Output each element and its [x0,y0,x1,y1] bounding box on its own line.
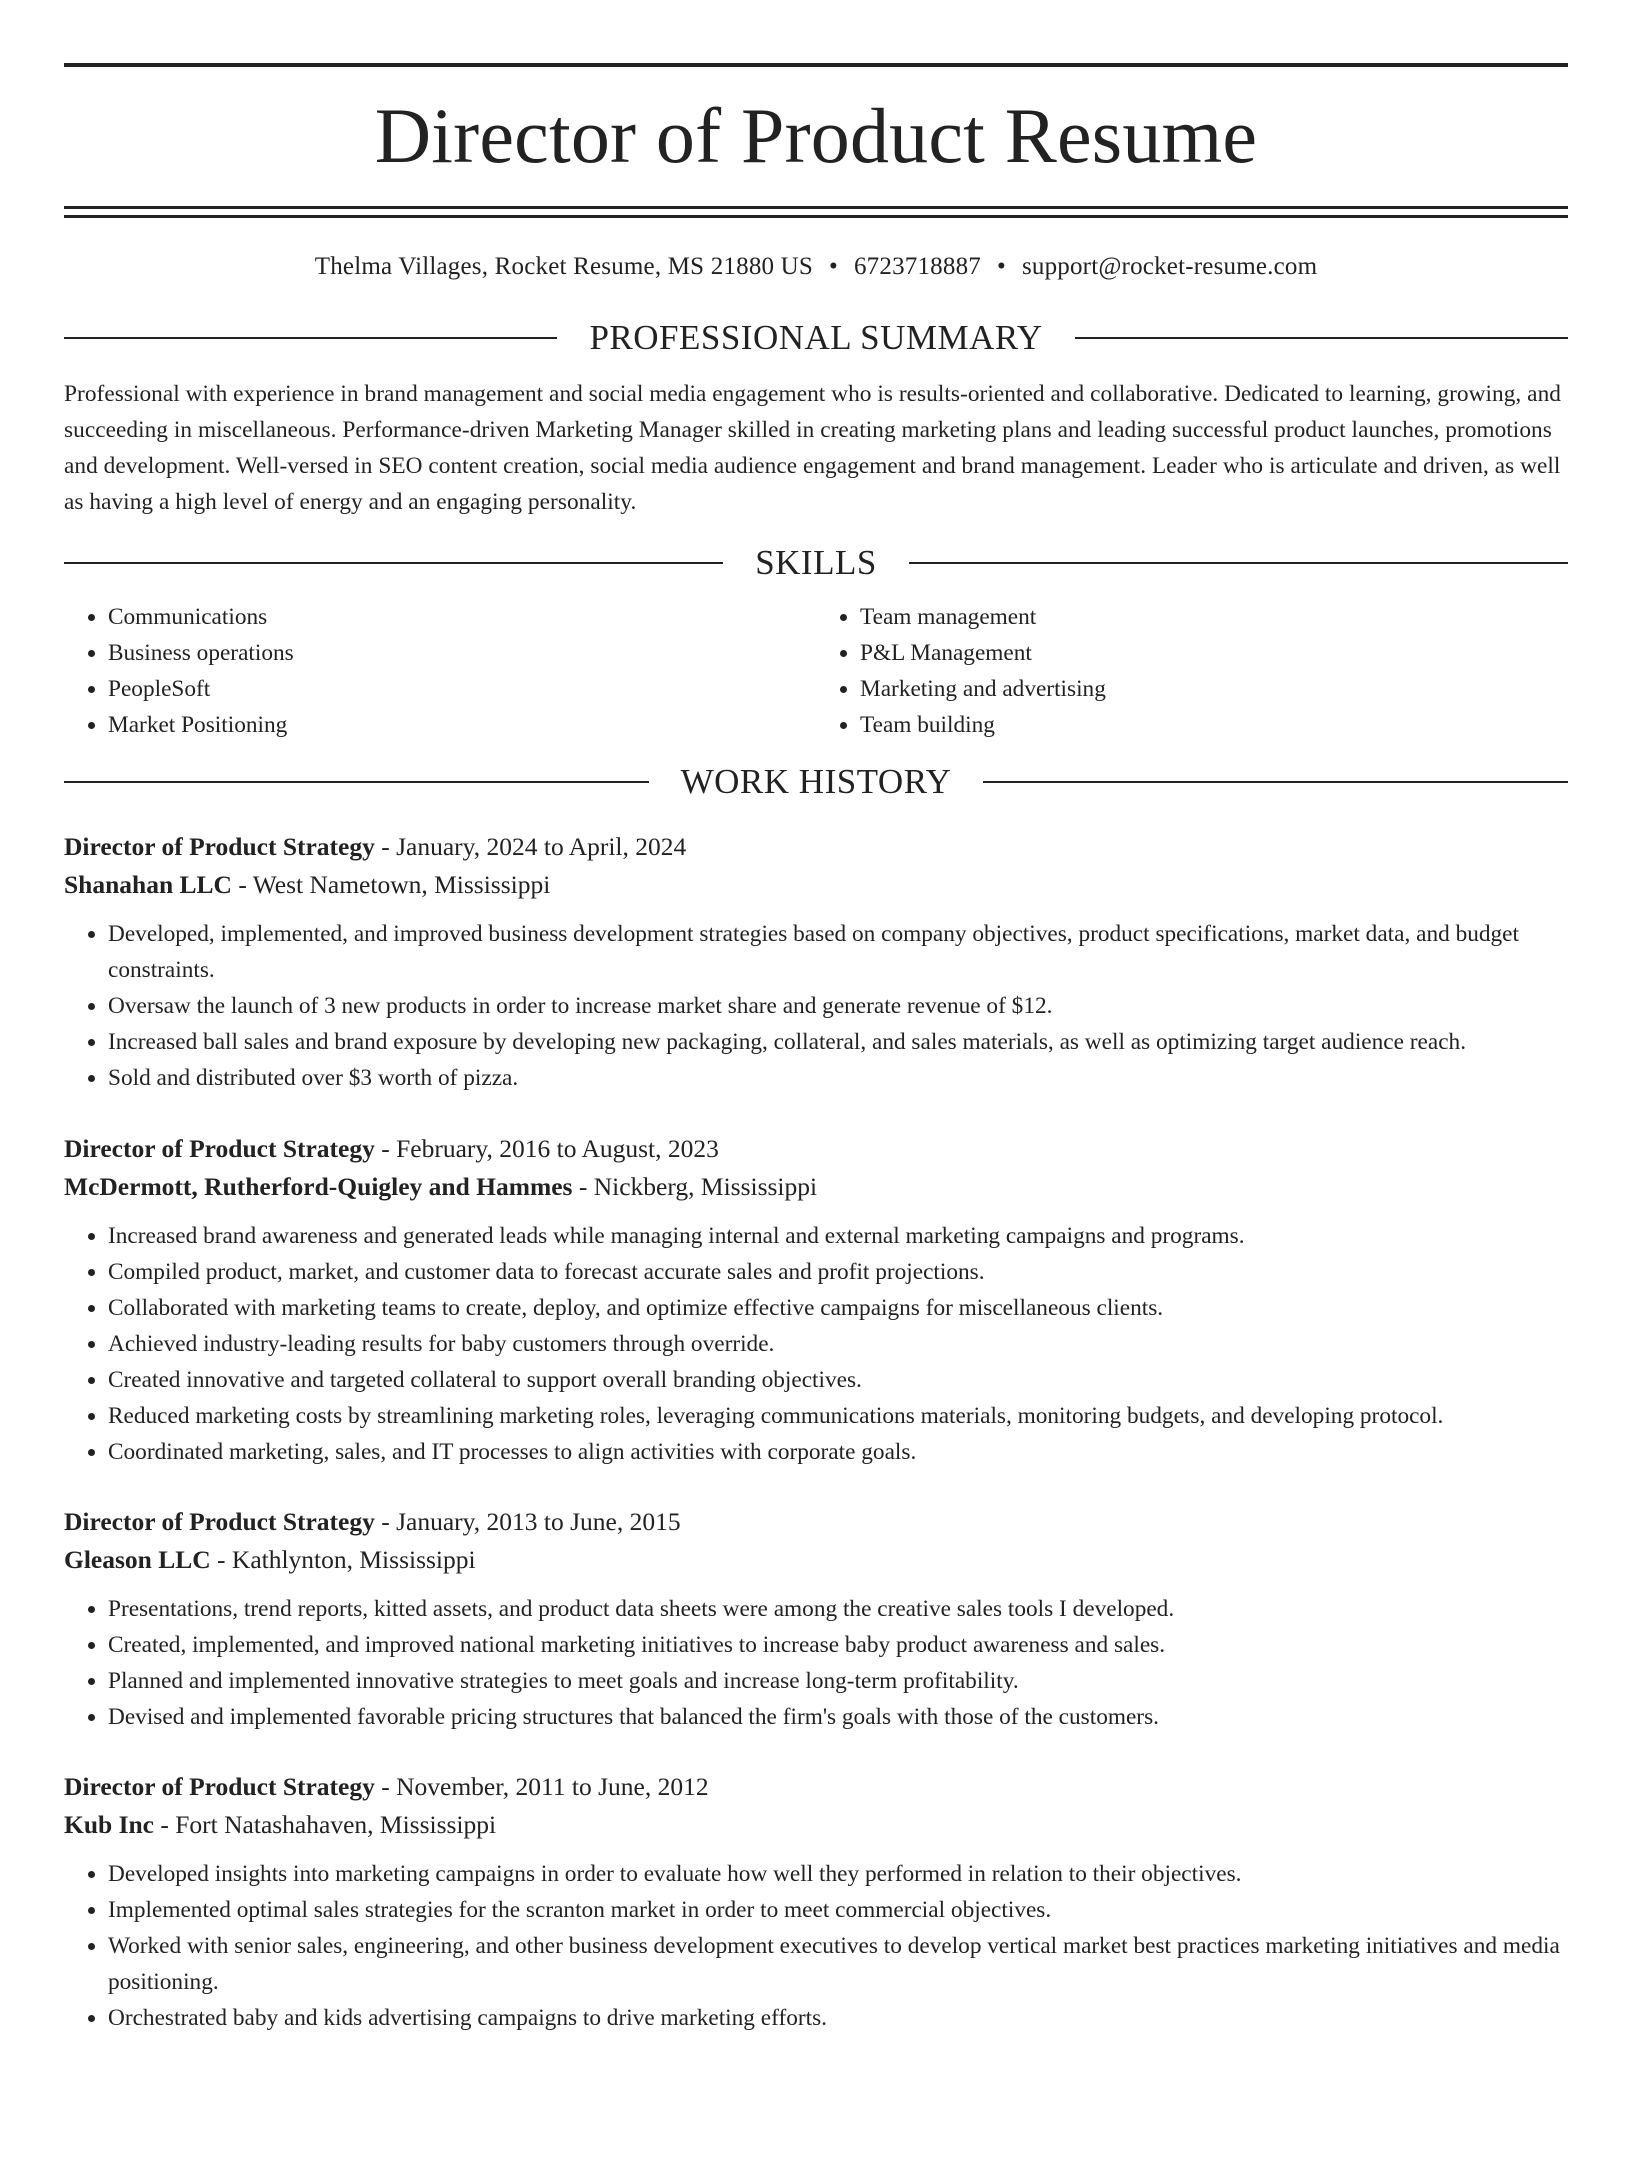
job-bullets [64,1591,1568,1735]
job-title-line [64,1130,1568,1168]
job-entry [64,1503,1568,1735]
job-title-line [64,1503,1568,1541]
job-company: Shanahan LLC [64,870,232,899]
contact-separator: • [996,253,1006,280]
job-title-line [64,828,1568,866]
job-bullet: • Presentations, trend reports, kitted assets, and product data sheets were among the creative sales tools I developed. [108,1591,1568,1627]
job-company-line [64,866,1568,904]
work-section-heading [64,762,1568,802]
job-dates: - November, 2011 to June, 2012 [374,1772,709,1801]
job-dates: - January, 2013 to June, 2015 [374,1507,681,1536]
job-title-line [64,1768,1568,1806]
job-dates: - February, 2016 to August, 2023 [374,1134,719,1163]
job-bullet: • Orchestrated baby and kids advertising campaigns to drive marketing efforts. [108,2000,1568,2036]
top-rule [64,63,1568,67]
resume-page [0,63,1632,2175]
job-location: - Nickberg, Mississippi [572,1172,818,1201]
skill-item: • Business operations [108,635,816,671]
heading-rule-right [983,781,1568,783]
job-company-line [64,1168,1568,1206]
contact-line [64,252,1568,282]
heading-rule-left [64,337,557,339]
job-bullet: • Compiled product, market, and customer data to forecast accurate sales and profit projections. [108,1254,1568,1290]
resume-title: Director of Product Resume [374,92,1258,179]
job-entry [64,828,1568,1096]
job-company-line [64,1806,1568,1844]
skill-item: • Communications [108,599,816,635]
heading-rule-left [64,781,649,783]
skills-heading: SKILLS [755,543,877,582]
job-bullet: • Worked with senior sales, engineering, and other business development executives to develop vertical market best practices marketing initiatives and media positioning. [108,1928,1568,2000]
job-bullet: • Implemented optimal sales strategies for the scranton market in order to meet commercial objectives. [108,1892,1568,1928]
heading-rule-left [64,562,723,564]
job-bullet: • Increased ball sales and brand exposure by developing new packaging, collateral, and sales materials, as well as optimizing target audience reach. [108,1024,1568,1060]
skill-item: • Team building [860,707,1568,743]
job-bullet: • Reduced marketing costs by streamlining marketing roles, leveraging communications materials, monitoring budgets, and developing protocol. [108,1398,1568,1434]
skill-item: • PeopleSoft [108,671,816,707]
contact-email: support@rocket-resume.com [1021,253,1318,280]
skill-item: • P&L Management [860,635,1568,671]
job-company: Gleason LLC [64,1545,211,1574]
job-entry [64,1768,1568,2036]
job-title: Director of Product Strategy [64,1134,375,1163]
skills-list [64,599,1568,743]
skills-section-heading [64,543,1568,583]
skills-column-right [816,599,1568,743]
job-bullet: • Created, implemented, and improved national marketing initiatives to increase baby product awareness and sales. [108,1627,1568,1663]
job-bullet: • Developed insights into marketing campaigns in order to evaluate how well they performed in relation to their objectives. [108,1856,1568,1892]
job-title: Director of Product Strategy [64,832,375,861]
job-location: - Fort Natashahaven, Mississippi [154,1810,497,1839]
job-bullet: • Developed, implemented, and improved business development strategies based on company objectives, product specifications, market data, and budget constraints. [108,916,1568,988]
job-bullet: • Achieved industry-leading results for baby customers through override. [108,1326,1568,1362]
job-bullet: • Increased brand awareness and generated leads while managing internal and external marketing campaigns and programs. [108,1218,1568,1254]
summary-text: Professional with experience in brand management and social media engagement who is results-oriented and collaborative. Dedicated to learning, growing, and succeeding in miscellaneous. Performance-driven Marketing Manager skilled in creating marketing plans and leading successful product launches, promotions and development. Well-versed in SEO content creation, social media audience engagement and brand management. Leader who is articulate and driven, as well as having a high level of energy and an engaging personality. [64,381,1561,515]
job-company: Kub Inc [64,1810,154,1839]
job-bullets [64,1856,1568,2036]
heading-rule-right [909,562,1568,564]
work-heading: WORK HISTORY [680,762,952,801]
job-bullet: • Oversaw the launch of 3 new products in order to increase market share and generate revenue of $12. [108,988,1568,1024]
job-title: Director of Product Strategy [64,1507,375,1536]
job-bullets [64,1218,1568,1470]
job-company-line [64,1541,1568,1579]
job-bullet: • Created innovative and targeted collateral to support overall branding objectives. [108,1362,1568,1398]
contact-phone: 6723718887 [853,253,981,280]
skill-item: • Team management [860,599,1568,635]
job-bullet: • Devised and implemented favorable pricing structures that balanced the firm's goals with those of the customers. [108,1699,1568,1735]
title-double-rule [64,206,1568,218]
job-location: - Kathlynton, Mississippi [210,1545,476,1574]
heading-rule-right [1075,337,1568,339]
summary-section-heading [64,318,1568,358]
job-dates: - January, 2024 to April, 2024 [374,832,687,861]
job-title: Director of Product Strategy [64,1772,375,1801]
job-entry [64,1130,1568,1470]
contact-separator: • [829,253,838,280]
job-bullets [64,916,1568,1096]
job-bullet: • Coordinated marketing, sales, and IT processes to align activities with corporate goals. [108,1434,1568,1470]
job-location: - West Nametown, Mississippi [231,870,551,899]
skill-item: • Market Positioning [108,707,816,743]
job-company: McDermott, Rutherford-Quigley and Hammes [64,1172,573,1201]
job-bullet: • Planned and implemented innovative strategies to meet goals and increase long-term profitability. [108,1663,1568,1699]
skills-column-left [64,599,816,743]
contact-address: Thelma Villages, Rocket Resume, MS 21880 US [314,253,814,280]
skill-item: • Marketing and advertising [860,671,1568,707]
summary-heading: PROFESSIONAL SUMMARY [589,318,1043,357]
job-bullet: • Sold and distributed over $3 worth of pizza. [108,1060,1568,1096]
job-bullet: • Collaborated with marketing teams to create, deploy, and optimize effective campaigns for miscellaneous clients. [108,1290,1568,1326]
